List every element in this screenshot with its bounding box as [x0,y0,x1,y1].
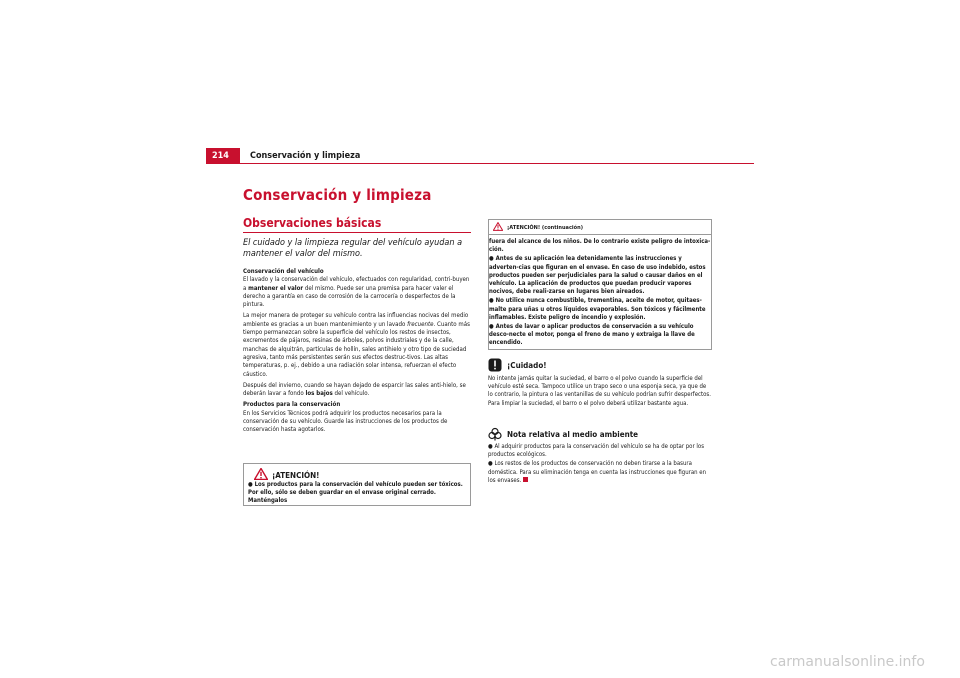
p1-text-a: El lavado y la conservación del vehículo, efectuados con regularidad, contri-buyen a [243,276,470,292]
bullet-icon: ● [248,481,255,488]
subheading-products: Productos para la conservación [243,401,341,409]
warning-continuation-heading [493,222,583,231]
end-square-icon [523,477,528,482]
caution-text: No intente jamás quitar la suciedad, el barro o el polvo cuando la superficie del vehículo esté seca. Tampoco utilice un trapo seco o una esponja seca, ya que de lo contrario, la pintura o las ventanillas de su vehículo podrían sufrir desperfectos. Para limpiar la suciedad, el barro o el polvo deberá utilizar bastante agua. [488,375,711,407]
warning-continuation-text [489,238,711,349]
bullet-icon: ● [489,297,496,305]
warning-text-content: Los productos para la conservación del vehículo pueden ser tóxicos. Por ello, sólo se deben guardar en el envase original cerrado. Manténgalos [248,481,463,505]
page-number: 214 [206,148,240,164]
warning-cont-p4-text: Antes de lavar o aplicar productos de conservación a su vehículo desco-necte el motor, ponga el freno de mano y extraiga la llave de encendido. [489,323,695,347]
p1-text-b: del mismo. Puede ser una premisa para hacer valer el derecho a garantía en caso de corrosión de la carrocería o desperfectos de la pintura. [243,284,456,309]
warning-continuation-title: ¡ATENCIÓN! (continuación) [507,225,583,231]
footer-brand: carmanualsonline.info [770,654,925,670]
warning-continuation-box [488,219,712,350]
environment-title: Nota relativa al medio ambiente [507,430,639,439]
subheading-vehicle-care: Conservación del vehículo [243,268,324,275]
environment-b2-text: Los restos de los productos de conservación no deben tirarse a la basura doméstica. Para su eliminación tenga en cuenta las instrucciones que figuran en los envases. [488,460,707,484]
caution-exclamation-icon [488,358,502,372]
warning-heading [254,468,319,480]
paragraph-4: En los Servicios Técnicos podrá adquirir los productos necesarios para la conservación de su vehículo. Guarde las instrucciones de los productos de conservación hasta agotarlos. [243,409,448,434]
p1-bold: mantener el valor [248,284,304,292]
warning-cont-p2-text: Antes de su aplicación lea detenidamente las instrucciones y adverten-cias que figuran en el envase. En caso de uso indebido, estos productos pueden ser perjudiciales para la salud o causar daños en el vehículo. La aplicación de productos que puedan producir vapores nocivos, debe reali-zarse en lugares bien aireados. [489,255,706,296]
bullet-icon: ● [489,255,496,263]
paragraph-3 [243,382,471,399]
p2-text-a: La mejor manera de proteger su vehículo contra las influencias nocivas del medio ambiente es gracias a un buen mantenimiento y un lavado [243,312,469,328]
p3-text-a: Después del invierno, cuando se hayan dejado de esparcir las sales anti-hielo, se deberán lavar a fondo [243,381,466,398]
environment-b1-text: Al adquirir productos para la conservación del vehículo se ha de optar por los productos ecológicos. [488,443,705,459]
paragraph-2 [243,312,471,378]
warning-cont-p3 [489,297,711,322]
environment-leaf-icon [488,427,502,441]
warning-title: ¡ATENCIÓN! [272,471,320,480]
caution-title: ¡Cuidado! [507,361,547,370]
p3-bold: los bajos [305,390,333,398]
section-title: Observaciones básicas [243,216,382,230]
bullet-icon: ● [489,323,496,331]
warning-box [243,463,471,506]
paragraph-1 [243,276,471,309]
running-title: Conservación y limpieza [250,151,361,161]
p2-text-b: . Cuanto más tiempo permanezcan sobre la superficie del vehículo los restos de insectos, excrementos de pájaros, resinas de árboles, polvos industriales y de la calle, manchas de alquitrán, partículas de hollín, sales antihielo y otro tipo de suciedad agresiva, tanto más persistentes serán sus efectos destruc-tivos. Las altas temperaturas, p. ej., debido a una radiación solar intensa, refuerzan el efecto cáustico. [243,320,470,378]
left-column [243,268,471,438]
warning-cont-p2 [489,255,711,296]
warning-triangle-icon [254,468,268,480]
section-rule [243,232,471,233]
chapter-title: Conservación y limpieza [243,186,432,204]
warning-triangle-icon [493,222,503,231]
warning-cont-p3-text: No utilice nunca combustible, trementina, aceite de motor, quitaes-malte para uñas u otros líquidos evaporables. Son tóxicos y fácilmente inflamables. Existe peligro de incendio y explosión. [489,297,706,321]
p2-italic: frecuente [407,320,434,328]
warning-continuation-rule [489,234,711,235]
section-lead: El cuidado y la limpieza regular del vehículo ayudan a mantener el valor del mismo. [243,238,463,259]
warning-cont-p1: fuera del alcance de los niños. De lo contrario existe peligro de intoxica-ción. [489,238,711,254]
p3-text-b: del vehículo. [332,390,370,398]
environment-bullet-2 [488,460,712,485]
header-rule [206,163,754,164]
warning-text [248,481,470,506]
bullet-icon: ● [488,460,495,468]
warning-cont-p4 [489,323,711,348]
environment-text [488,443,712,486]
environment-bullet-1 [488,443,712,459]
bullet-icon: ● [488,443,495,450]
